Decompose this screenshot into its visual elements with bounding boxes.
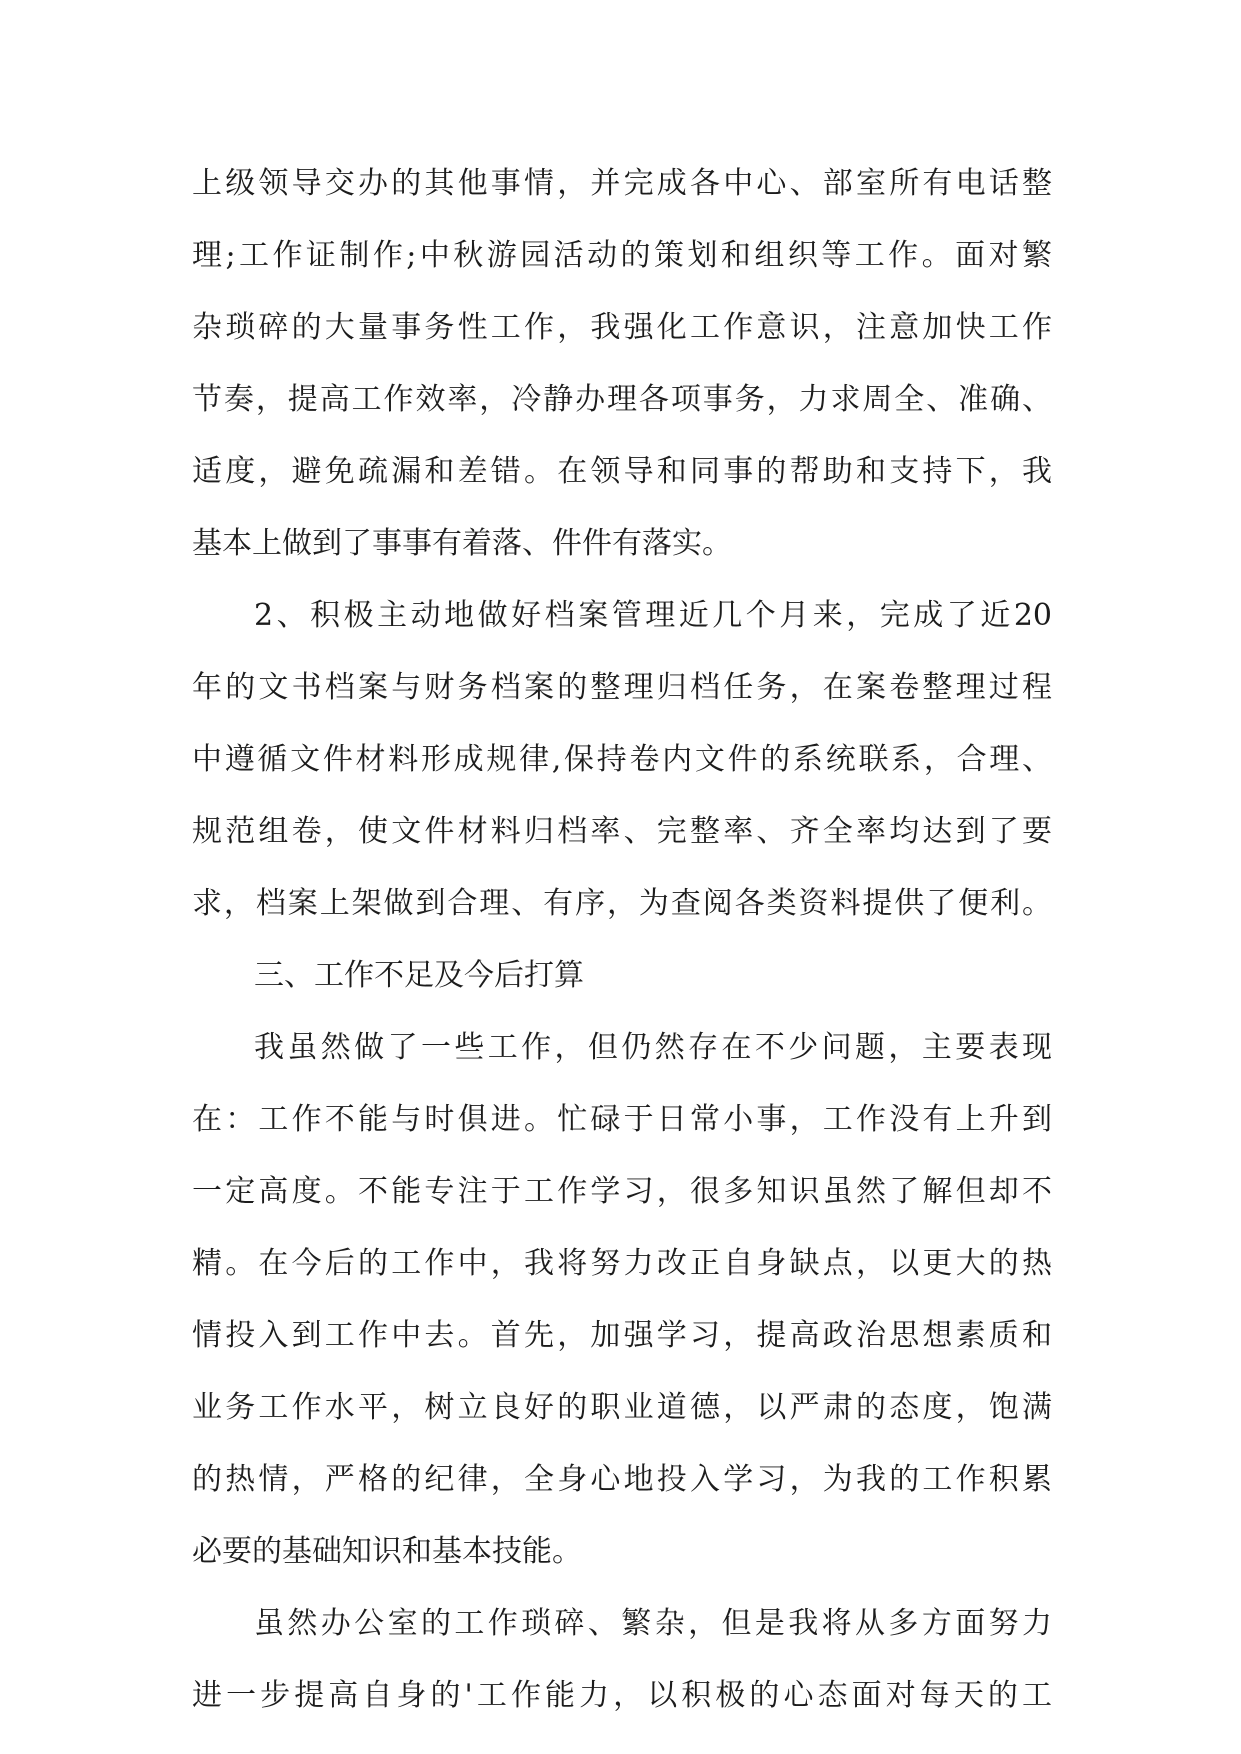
text-line: 在：工作不能与时俱进。忙碌于日常小事，工作没有上升到 [192, 1102, 1052, 1137]
text-line: 求，档案上架做到合理、有序，为查阅各类资料提供了便利。 [192, 886, 1052, 921]
text-line: 2、积极主动地做好档案管理近几个月来，完成了近20 [254, 598, 1052, 633]
text-line: 精。在今后的工作中，我将努力改正自身缺点，以更大的热 [192, 1246, 1052, 1281]
text-line: 规范组卷，使文件材料归档率、完整率、齐全率均达到了要 [192, 814, 1052, 849]
text-line: 理;工作证制作;中秋游园活动的策划和组织等工作。面对繁 [192, 238, 1052, 273]
text-line: 年的文书档案与财务档案的整理归档任务，在案卷整理过程 [192, 670, 1052, 705]
text-line: 虽然办公室的工作琐碎、繁杂，但是我将从多方面努力 [254, 1606, 1052, 1641]
text-line: 杂琐碎的大量事务性工作，我强化工作意识，注意加快工作 [192, 310, 1052, 345]
text-line: 一定高度。不能专注于工作学习，很多知识虽然了解但却不 [192, 1174, 1052, 1209]
section-heading: 三、工作不足及今后打算 [254, 958, 584, 993]
text-line: 情投入到工作中去。首先，加强学习，提高政治思想素质和 [192, 1318, 1052, 1353]
text-line: 基本上做到了事事有着落、件件有落实。 [192, 526, 732, 561]
text-line: 中遵循文件材料形成规律,保持卷内文件的系统联系，合理、 [192, 742, 1052, 777]
text-line: 适度，避免疏漏和差错。在领导和同事的帮助和支持下，我 [192, 454, 1052, 489]
text-line: 的热情，严格的纪律，全身心地投入学习，为我的工作积累 [192, 1462, 1052, 1497]
text-line: 必要的基础知识和基本技能。 [192, 1534, 582, 1569]
text-line: 我虽然做了一些工作，但仍然存在不少问题，主要表现 [254, 1030, 1052, 1065]
text-line: 节奏，提高工作效率，冷静办理各项事务，力求周全、准确、 [192, 382, 1052, 417]
text-line: 进一步提高自身的'工作能力，以积极的心态面对每天的工 [192, 1678, 1052, 1713]
text-line: 上级领导交办的其他事情，并完成各中心、部室所有电话整 [192, 166, 1052, 201]
text-line: 业务工作水平，树立良好的职业道德，以严肃的态度，饱满 [192, 1390, 1052, 1425]
